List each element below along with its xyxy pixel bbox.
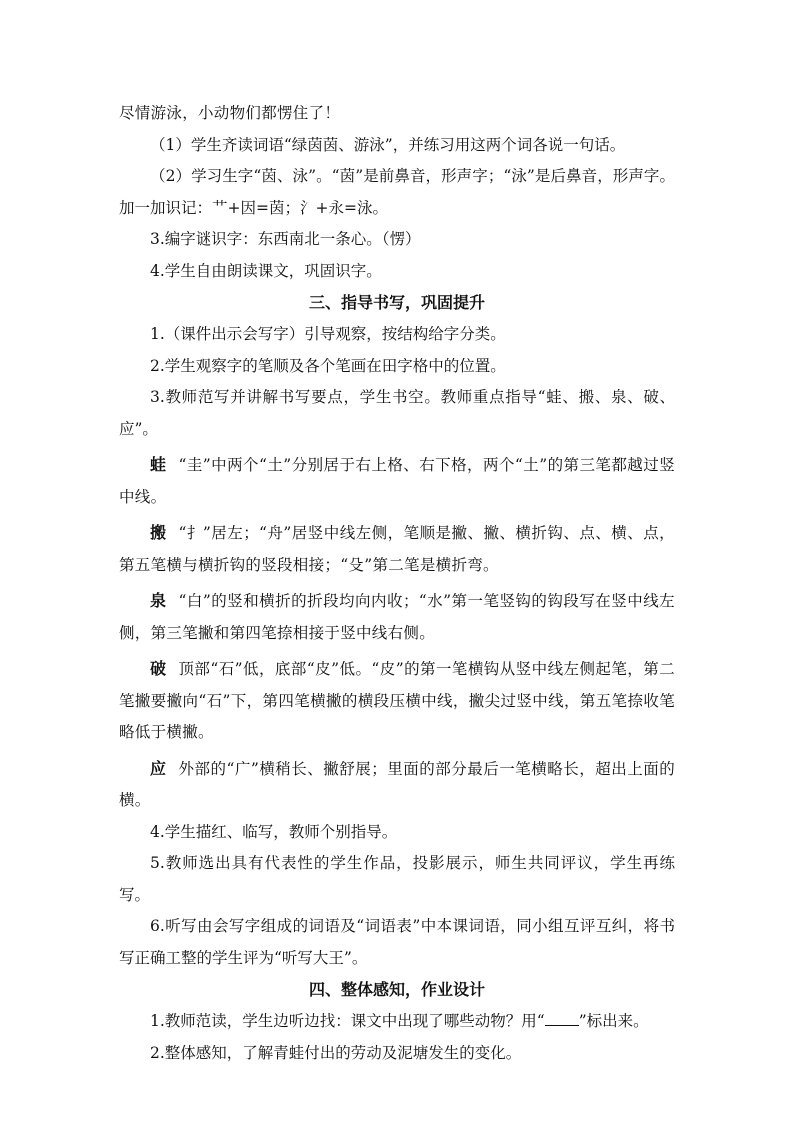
- char-label: 破: [150, 659, 167, 678]
- char-label: 应: [150, 758, 167, 778]
- char-label: 蛙: [150, 455, 167, 474]
- section-3-item-3: 3.教师范写并讲解书写要点，学生书空。教师重点指导“蛙、搬、泉、破、应”。: [119, 388, 675, 438]
- char-guide-text: “扌”居左；“舟”居竖中线左侧，笔顺是撇、撇、横折钩、点、横、点，第五笔横与横折钩的竖段相接；“殳”第二笔是横折弯。: [119, 524, 675, 574]
- step-1: （1）学生齐读词语“绿茵茵、游泳”，并练习用这两个词各说一句话。: [150, 135, 626, 154]
- char-guide-quan: [119, 585, 675, 649]
- underline-blank: [545, 1013, 579, 1026]
- section-4-item-2: 2.整体感知，了解青蛙付出的劳动及泥塘发生的变化。: [150, 1043, 522, 1062]
- char-guide-po: [119, 653, 675, 749]
- page-content: [119, 98, 675, 1069]
- item-text-end: ”标出来。: [578, 1012, 649, 1030]
- section-3-item-1: 1.（课件出示会写字）引导观察，按结构给字分类。: [150, 325, 506, 343]
- section-3-item-2: 2.学生观察字的笔顺及各个笔画在田字格中的位置。: [150, 356, 506, 375]
- section-3-item-4: 4.学生描红、临写，教师个别指导。: [150, 822, 398, 841]
- intro-line: 尽情游泳，小动物们都愣住了！: [119, 104, 341, 122]
- char-guide-wa: [119, 449, 675, 513]
- item-text-start: 1.教师范读，学生边听边找：课文中出现了哪些动物？用“: [150, 1012, 545, 1030]
- section-3-item-5: 5.教师选出具有代表性的学生作品，投影展示，师生共同评议，学生再练写。: [119, 854, 675, 904]
- section-4-item-1: [119, 1006, 675, 1038]
- char-label: 泉: [150, 591, 167, 610]
- char-guide-text: “圭”中两个“土”分别居于右上格、右下格，两个“土”的第三笔都越过竖中线。: [119, 456, 675, 506]
- step-2: （2）学习生字“茵、泳”。“茵”是前鼻音，形声字；“泳”是后鼻音，形声字。加一加识记：艹+因=茵；氵+永=泳。: [119, 167, 675, 217]
- section-3-item-6: 6.听写由会写字组成的词语及“词语表”中本课词语，同小组互评互纠，将书写正确工整的学生评为“听写大王”。: [119, 917, 675, 967]
- char-guide-text: 顶部“石”低，底部“皮”低。“皮”的第一笔横钩从竖中线左侧起笔，第二笔撇要撇向“石”下，第四笔横撇的横段压横中线，撇尖过竖中线，第五笔捺收笔略低于横撇。: [119, 660, 675, 741]
- section-4-heading: 四、整体感知，作业设计: [308, 980, 485, 999]
- char-label: 搬: [150, 523, 167, 542]
- char-guide-ying: [119, 753, 675, 817]
- char-guide-text: 外部的“广”横稍长、撇舒展；里面的部分最后一笔横略长，超出上面的横。: [119, 759, 675, 809]
- step-4: 4.学生自由朗读课文，巩固识字。: [150, 261, 382, 280]
- char-guide-ban: [119, 517, 675, 581]
- section-3-heading: 三、指导书写，巩固提升: [308, 293, 485, 312]
- step-3: 3.编字谜识字：东西南北一条心。（愣）: [150, 230, 421, 248]
- char-guide-text: “白”的竖和横折的折段均向内收；“水”第一笔竖钩的钩段写在竖中线左侧，第三笔撇和第四笔捺相接于竖中线右侧。: [119, 592, 675, 642]
